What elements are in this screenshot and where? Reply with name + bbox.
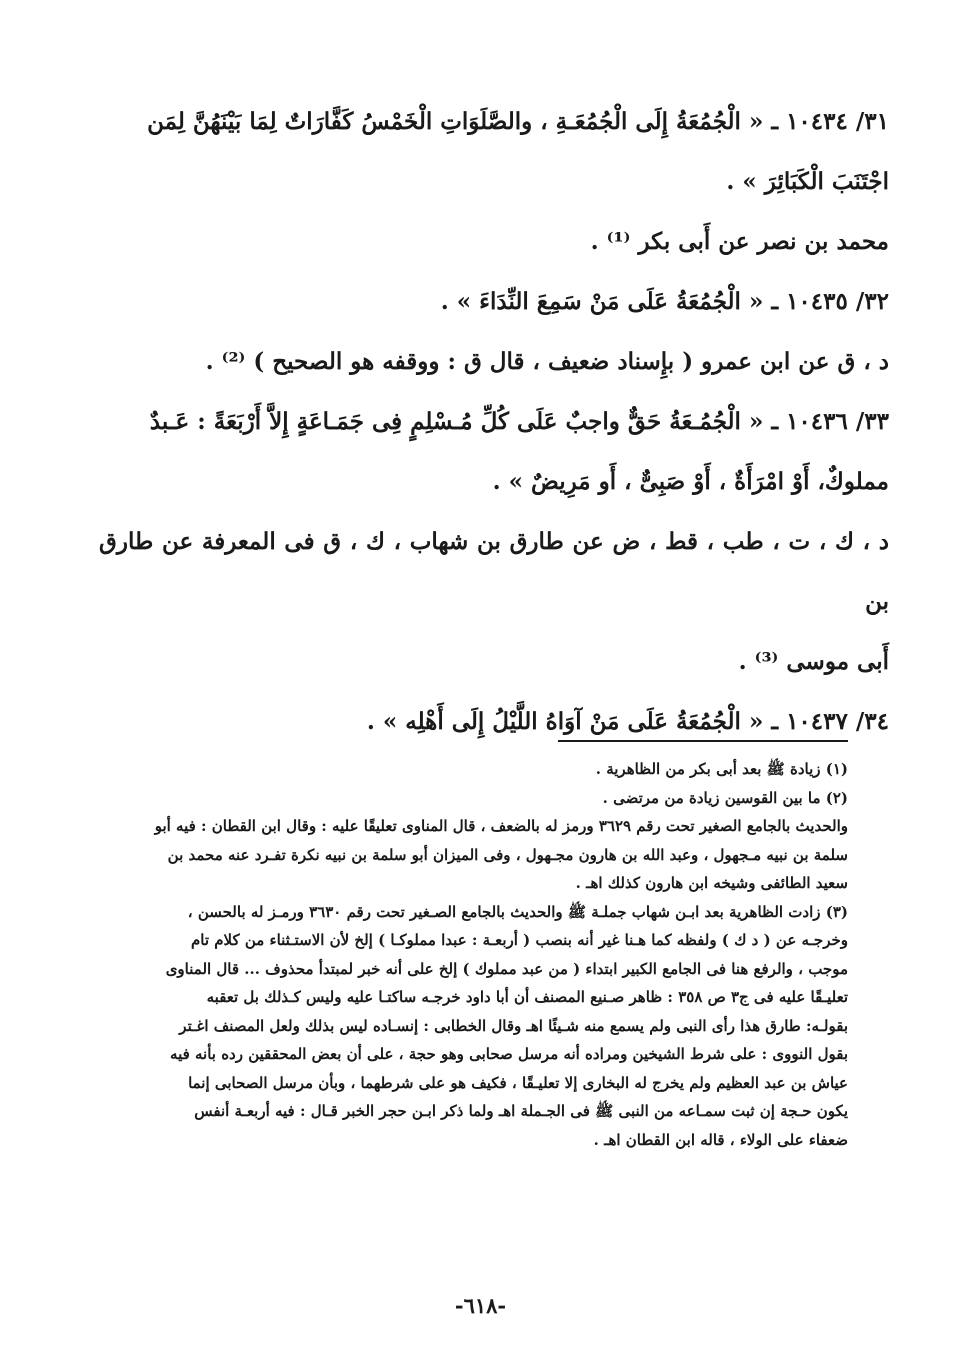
footnote-3-line-9: ضعفاء على الولاء ، قاله ابن القطان اهـ . <box>593 1130 848 1149</box>
hadith-31-line-1: ٣١/ ١٠٤٣٤ ـ « الْجُمُعَةُ إِلَى الْجُمُعَـةِ ، والصَّلَوَاتِ الْخَمْسُ كَفَّارَاتٌ لِمَا بَيْنَهُنَّ لِمَن <box>147 108 889 135</box>
footnote-divider <box>558 740 848 742</box>
footnote-2-line-1: والحديث بالجامع الصغير تحت رقم ٣٦٢٩ ورمز له بالضعف ، قال المناوى تعليقًا عليه : وقال ابن القطان : فيه أبو <box>154 817 848 835</box>
footnote-1: (١) زيادة ﷺ بعد أبى بكر من الظاهرية . <box>595 760 848 778</box>
hadith-32: ٣٢/ ١٠٤٣٥ ـ « الْجُمُعَةُ عَلَى مَنْ سَمِعَ النِّدَاءَ » . <box>440 288 889 315</box>
footnote-3-line-1: (٣) زادت الظاهرية بعد ابـن شهاب جملـة ﷺ والحديث بالجامع الصـغير تحت رقم ٣٦٣٠ ورمـز له بالحسن ، <box>187 902 848 921</box>
footnote-3-line-3: موجب ، والرفع هنا فى الجامع الكبير ابتداء ( من عبد مملوك ) إلخ على أنه خبر لمبتدأ محذوف ... قال المناوى <box>165 959 848 978</box>
footnote-2-line-2: سلمة بن نبيه مـجهول ، وعبد الله بن هارون مجـهول ، وفى الميزان أبو سلمة بن نبيه نكرة تفـرد عنه محمد بن <box>167 845 848 864</box>
footnote-3-line-8: يكون حـجة إن ثبت سمـاعه من النبى ﷺ فى الجـملة اهـ ولما ذكر ابـن حجر الخبر قـال : فيه أربعـة أنفس <box>194 1102 848 1120</box>
hadith-33-source-line-1: د ، ك ، ت ، طب ، قط ، ض عن طارق بن شهاب ، ك ، ق فى المعرفة عن طارق بن <box>99 528 889 615</box>
footnote-3-line-5: بقولـه: طارق هذا رأى النبى ولم يسمع منه شـيئًا اهـ وقال الخطابى : إنسـاده ليس بذلك ولعل المصنف اغـتر <box>179 1016 848 1035</box>
footnote-3-line-6: بقول النووى : على شرط الشيخين ومراده أنه مرسل صحابى وهو حجة ، على أن بعض المحققين رده بأنه فيه <box>170 1045 848 1063</box>
footnote-3-line-7: عياش بن عبد العظيم ولم يخرج له البخارى إلا تعليـقًا ، فكيف هو على شرطهما ، وبأن مرسل الصحابى إنما <box>188 1073 848 1092</box>
footnote-2-line-3: سعيد الطائفى وشيخه ابن هارون كذلك اهـ . <box>575 874 848 892</box>
hadith-31-source: محمد بن نصر عن أَبى بكر ⁽¹⁾ . <box>590 228 889 255</box>
hadith-33-source-line-2: أَبى موسى ⁽³⁾ . <box>738 648 889 675</box>
hadith-33-line-1: ٣٣/ ١٠٤٣٦ ـ « الْجُمُـعَةُ حَقٌّ واجبٌ عَلَى كُلِّ مُـسْلِمٍ فِى جَمَـاعَةٍ إِلاَّ أَرْبَعَةً : عَـبدٌ <box>149 408 889 435</box>
footnotes <box>113 755 848 1154</box>
hadith-33-line-2: مملوكٌ، أَوْ امْرَأَةٌ ، أَوْ صَبِىٌّ ، أَو مَرِيضٌ » . <box>492 468 889 495</box>
main-text <box>99 92 889 752</box>
footnote-3-line-4: تعليـقًا عليه فى ج٣ ص ٣٥٨ : ظاهر صـنيع المصنف أن أبا داود خرجـه ساكتـا عليه وليس كـذلك بل تعقبه <box>206 988 848 1006</box>
hadith-34: ٣٤/ ١٠٤٣٧ ـ « الْجُمُعَةُ عَلَى مَنْ آوَاهُ اللَّيْلُ إِلَى أَهْلِه » . <box>366 708 889 735</box>
footnote-3-line-2: وخرجـه عن ( د ك ) ولفظه كما هـنا غير أنه بنصب ( أربعـة : عبدا مملوكـا ) إلخ لأن الاستـثناء من كلام تام <box>191 931 848 949</box>
footnote-2: (٢) ما بين القوسين زيادة من مرتضى . <box>602 788 848 807</box>
hadith-32-source: د ، ق عن ابن عمرو ( بإِسناد ضعيف ، قال ق : ووقفه هو الصحيح ) ⁽²⁾ . <box>205 348 889 375</box>
hadith-31-line-2: اجْتَنَبَ الْكَبَائِرَ » . <box>726 168 889 195</box>
page-number: -٦١٨- <box>454 1293 507 1318</box>
